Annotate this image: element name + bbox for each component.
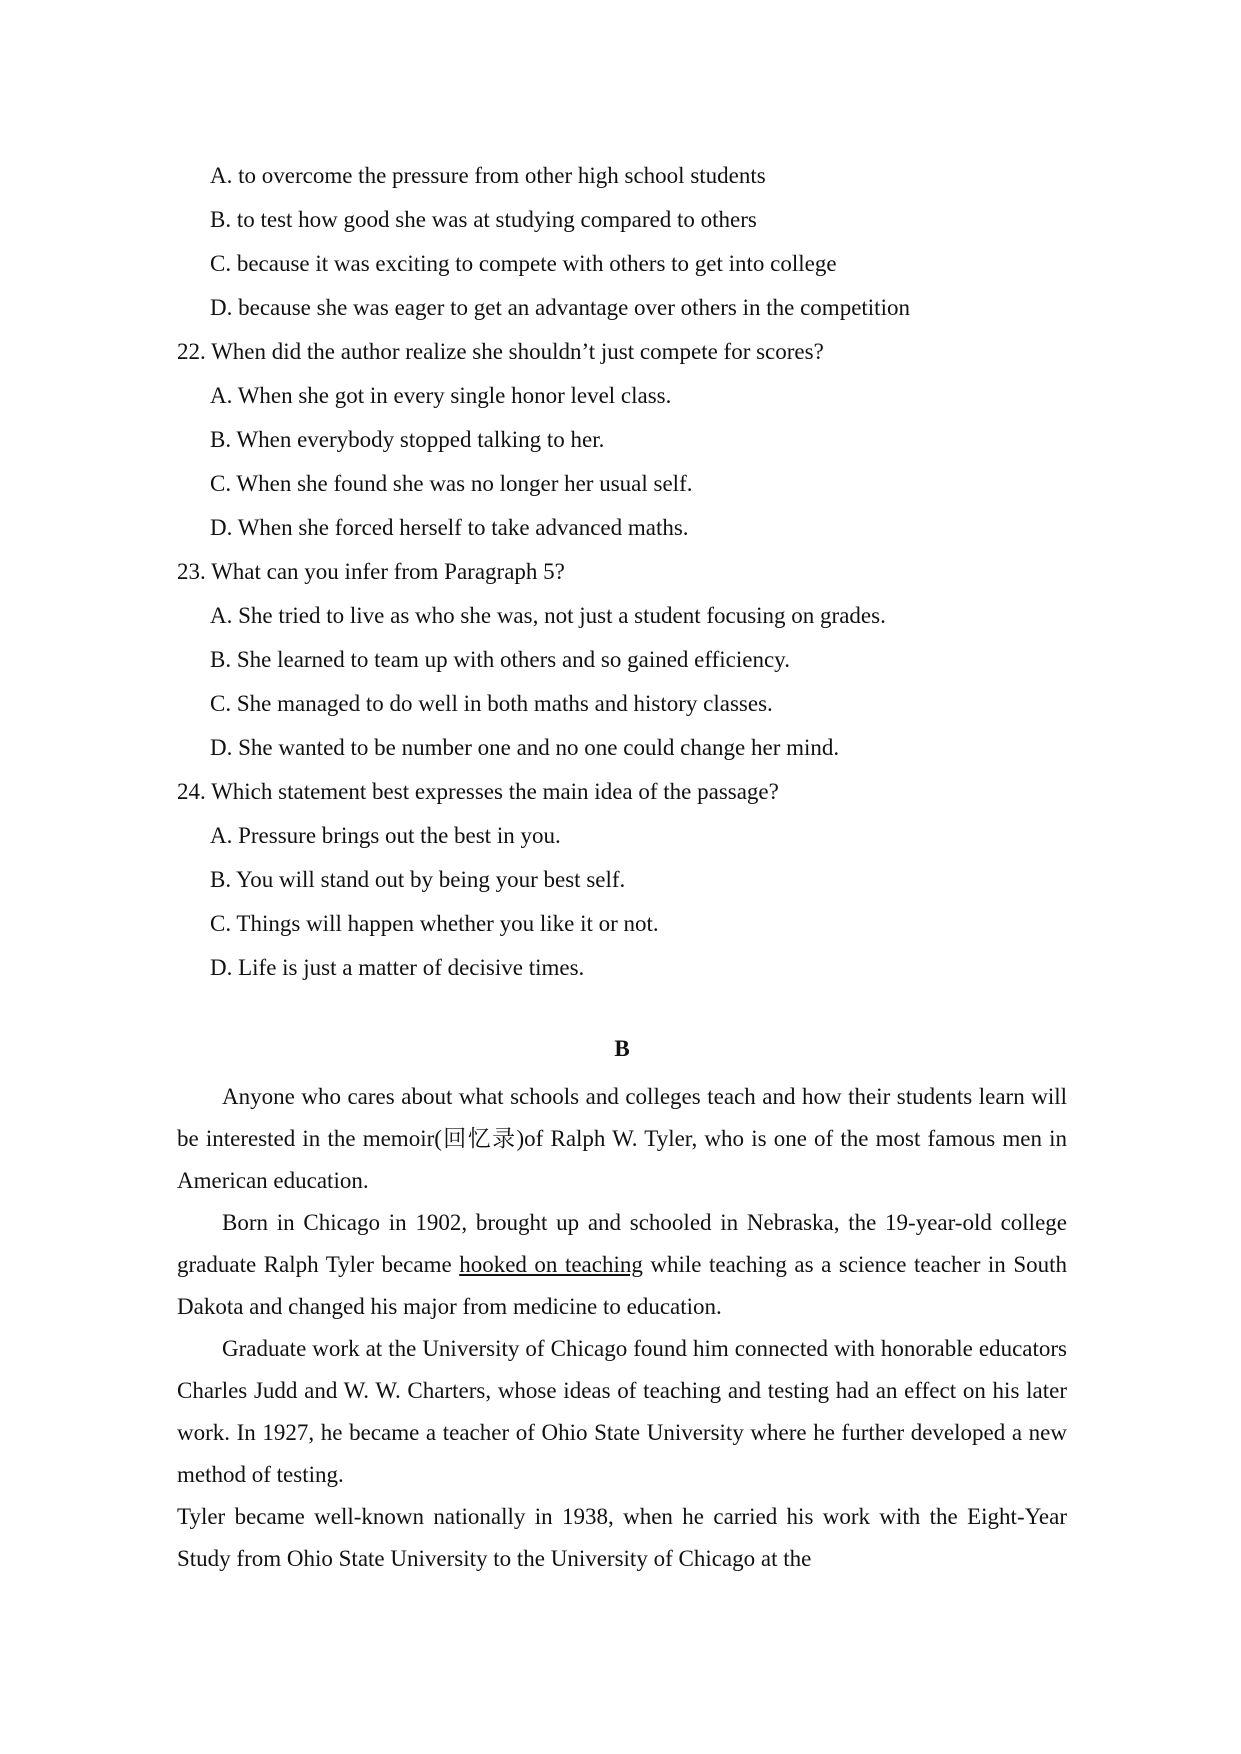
paragraph-1: Anyone who cares about what schools and colleges teach and how their students learn will be interested in the memoir(回忆录)of Ralph W. Tyler, who is one of the most famous men in American education. (177, 1084, 1067, 1193)
question-24: 24. Which statement best expresses the main idea of the passage? (177, 779, 779, 804)
underlined-phrase: hooked on teaching (459, 1252, 643, 1277)
option-21-b: B. to test how good she was at studying compared to others (210, 207, 757, 232)
paragraph-2 (177, 1202, 1067, 1328)
option-22-b: B. When everybody stopped talking to her. (210, 427, 605, 452)
paragraph-2-start: Born in Chicago in 1902, brought up and schooled in Nebraska, the 19-year-old college graduate Ralph Tyler became (177, 1210, 1067, 1277)
option-24-b: B. You will stand out by being your best self. (210, 867, 626, 892)
paragraph-2-end: while teaching as a science teacher in South Dakota and changed his major from medicine to education. (177, 1252, 1067, 1319)
paragraph-3: Graduate work at the University of Chicago found him connected with honorable educators Charles Judd and W. W. Charters, whose ideas of teaching and testing had an effect on his later work. In 1927, he became a teacher of Ohio State University where he further developed a new method of testing. (177, 1336, 1067, 1487)
passage-b (177, 1076, 1067, 1580)
option-23-b: B. She learned to team up with others and so gained efficiency. (210, 647, 790, 672)
option-23-a: A. She tried to live as who she was, not just a student focusing on grades. (210, 603, 886, 628)
question-23: 23. What can you infer from Paragraph 5? (177, 559, 565, 584)
option-23-d: D. She wanted to be number one and no one could change her mind. (210, 735, 840, 760)
option-22-d: D. When she forced herself to take advanced maths. (210, 515, 689, 540)
question-22: 22. When did the author realize she shouldn’t just compete for scores? (177, 339, 824, 364)
paragraph-4: Tyler became well-known nationally in 1938, when he carried his work with the Eight-Year Study from Ohio State University to the University of Chicago at the (177, 1504, 1067, 1571)
option-24-c: C. Things will happen whether you like it or not. (210, 911, 659, 936)
option-21-a: A. to overcome the pressure from other high school students (210, 163, 766, 188)
option-24-a: A. Pressure brings out the best in you. (210, 823, 561, 848)
option-24-d: D. Life is just a matter of decisive times. (210, 955, 585, 980)
option-22-a: A. When she got in every single honor level class. (210, 383, 672, 408)
section-heading: B (614, 1036, 630, 1061)
option-22-c: C. When she found she was no longer her usual self. (210, 471, 693, 496)
option-21-c: C. because it was exciting to compete with others to get into college (210, 251, 837, 276)
option-23-c: C. She managed to do well in both maths and history classes. (210, 691, 773, 716)
option-21-d: D. because she was eager to get an advantage over others in the competition (210, 295, 910, 320)
